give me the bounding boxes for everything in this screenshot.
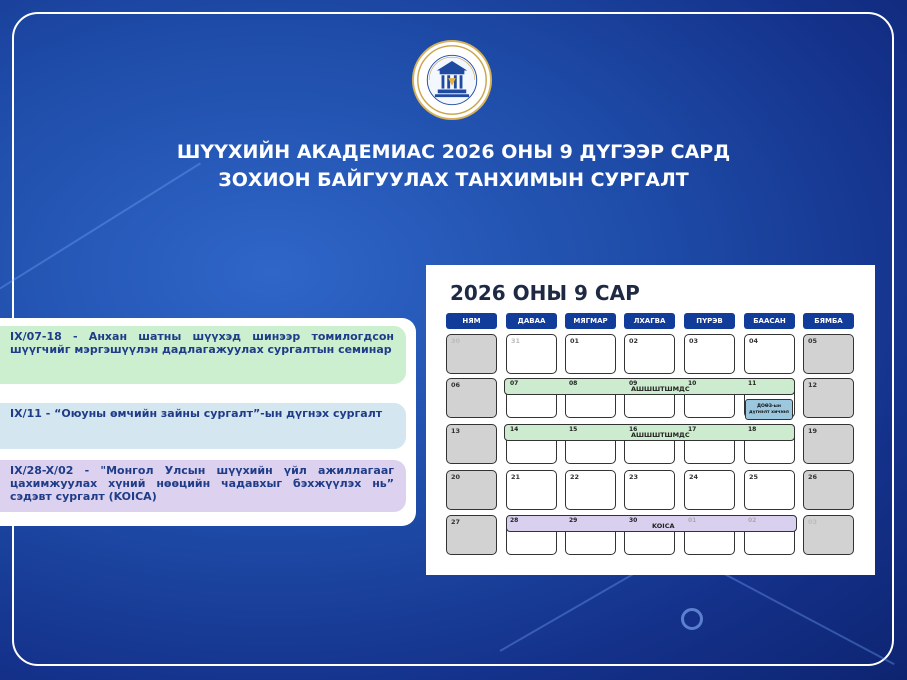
academy-emblem-icon [414,42,490,118]
event-bar: 28 29 30 01 02 KOICA [506,515,797,532]
day-cell: 01 [565,334,616,374]
day-header: ПҮРЭВ [684,313,735,329]
event-bar: 07 08 09 10 11 АШШШТШМДС [504,378,795,395]
day-cell: 03 [803,515,854,555]
day-cell: 22 [565,470,616,510]
title-line-2: ЗОХИОН БАЙГУУЛАХ ТАНХИМЫН СУРГАЛТ [218,169,689,191]
event-item: IX/11 - “Оюуны өмчийн зайны сургалт”-ын дүгнэх сургалт [0,403,406,449]
calendar-card [426,265,875,575]
day-cell: 25 [744,470,795,510]
day-cell: 05 [803,334,854,374]
day-cell: 02 [624,334,675,374]
day-header: БЯМБА [803,313,854,329]
day-header: ЛХАГВА [624,313,675,329]
day-cell: 26 [803,470,854,510]
day-cell: 06 [446,378,497,418]
day-cell: 19 [803,424,854,464]
event-item: IX/28-X/02 - "Монгол Улсын шүүхийн үйл ажиллагааг цахимжуулах хүний нөөцийн чадавхыг бэхжүүлэх нь” сэдэвт сургалт (KOICA) [0,460,406,512]
event-item: IX/07-18 - Анхан шатны шүүхэд шинээр томилогдсон шүүгчийг мэргэшүүлэн дадлагажуулах сургалтын семинар [0,326,406,384]
day-cell: 13 [446,424,497,464]
decor-circle [681,608,703,630]
calendar-title: 2026 ОНЫ 9 САР [450,281,640,305]
day-cell: 03 [684,334,735,374]
event-bar: 14 15 16 17 18 АШШШТШМДС [504,424,795,441]
day-cell: 23 [624,470,675,510]
day-cell: 04 [744,334,795,374]
page-title [60,138,847,194]
day-header: НЯМ [446,313,497,329]
events-panel [0,318,416,526]
day-header: МЯГМАР [565,313,616,329]
day-cell: 20 [446,470,497,510]
day-cell: 30 [446,334,497,374]
academy-logo [412,40,492,120]
day-header: ДАВАА [506,313,557,329]
event-tag: ДОӨЗ-ын дүгнэлт хичээл [745,399,793,420]
day-header: БААСАН [744,313,795,329]
day-cell: 27 [446,515,497,555]
title-line-1: ШҮҮХИЙН АКАДЕМИАС 2026 ОНЫ 9 ДҮГЭЭР САРД [176,141,731,163]
day-cell: 12 [803,378,854,418]
day-cell: 21 [506,470,557,510]
day-cell: 31 [506,334,557,374]
day-cell: 24 [684,470,735,510]
